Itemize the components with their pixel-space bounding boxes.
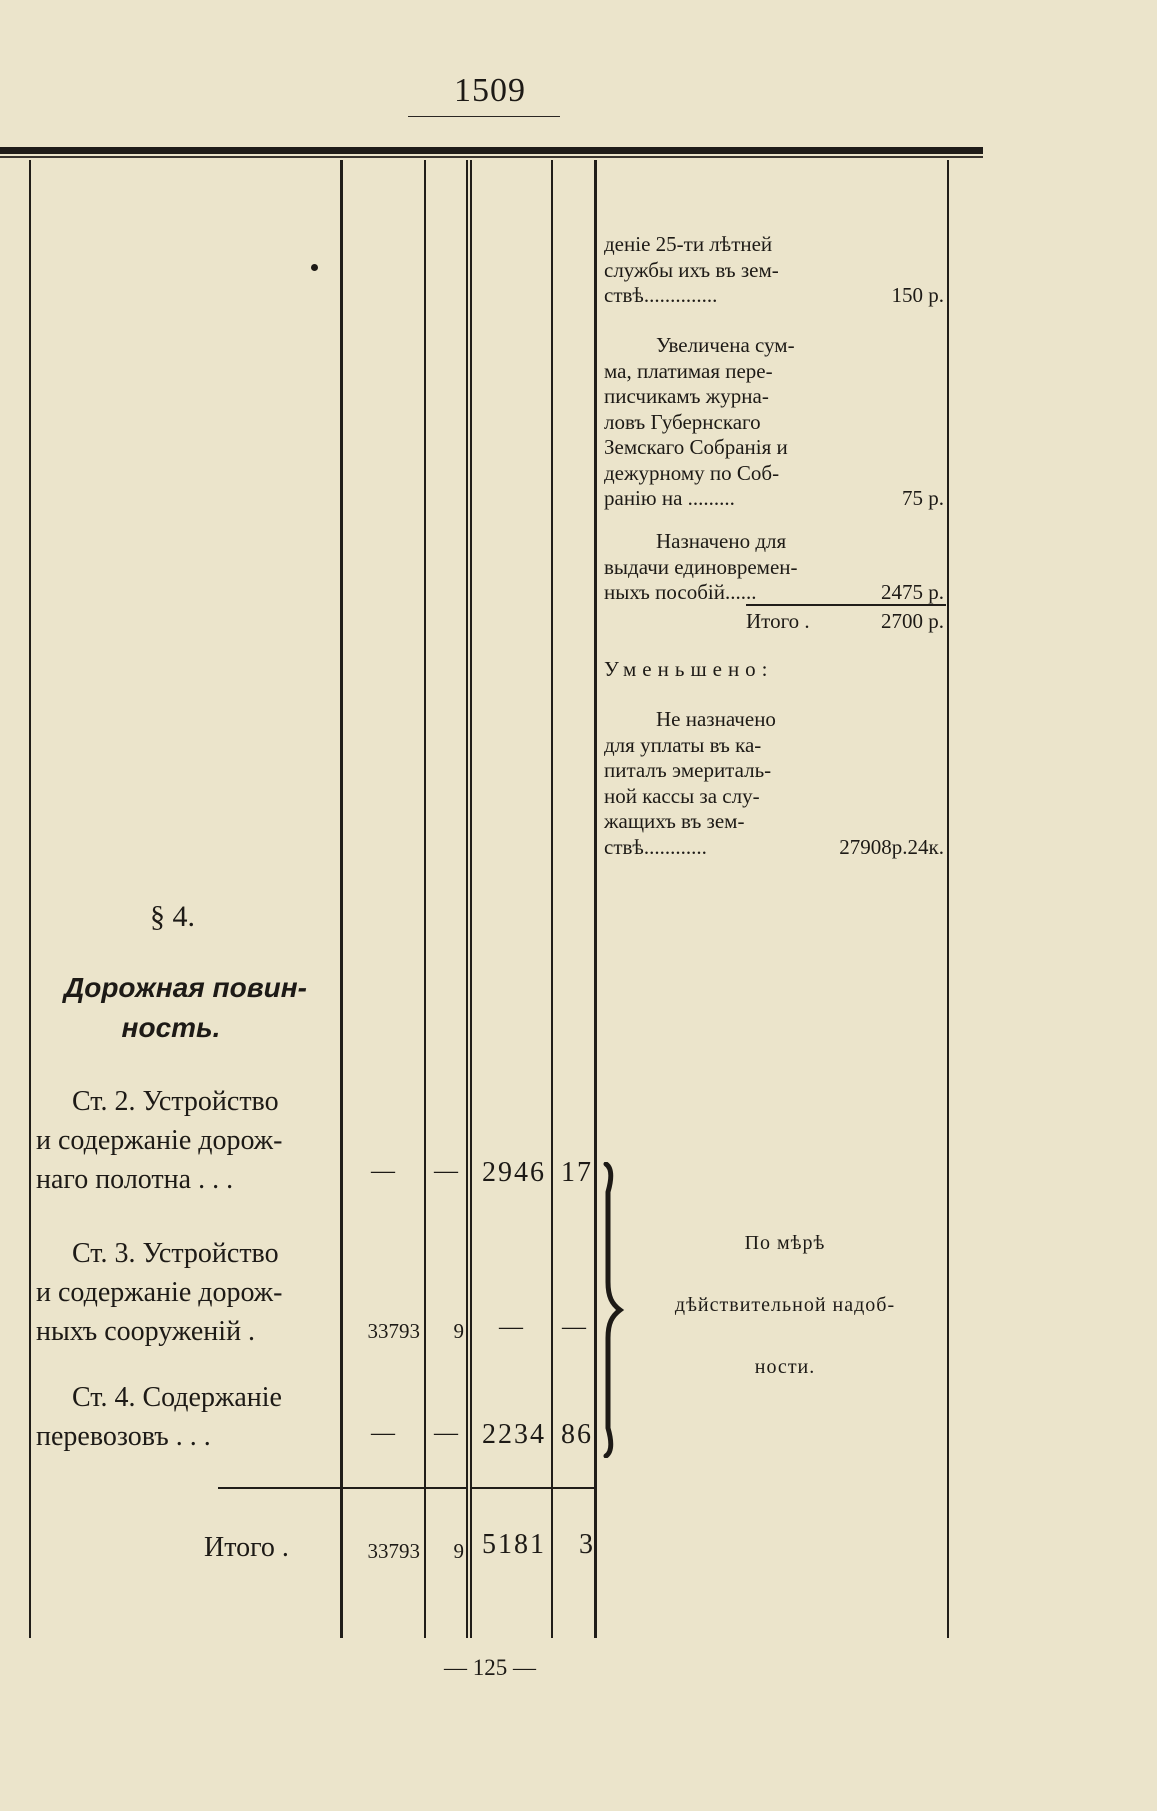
total-rule xyxy=(343,1487,424,1489)
entry-emeritus-fund xyxy=(604,707,944,860)
entry-line: выдачи единовремен- xyxy=(604,554,798,579)
article-4-col3: 2234 xyxy=(482,1419,546,1450)
total-col4: 3 xyxy=(579,1529,593,1560)
total-rule xyxy=(553,1487,594,1489)
article-2-col3: 2946 xyxy=(482,1157,546,1188)
entry-line: Не назначено xyxy=(656,707,776,731)
entry-total-line xyxy=(604,835,944,861)
decreased-heading: Уменьшено: xyxy=(604,657,774,681)
top-rule-thin xyxy=(0,156,983,158)
column-divider-3a xyxy=(466,160,468,1638)
entry-copyists xyxy=(604,333,944,512)
section-title-line: ность. xyxy=(121,1012,221,1043)
article-line: и содержаніе дорож- xyxy=(36,1277,283,1308)
article-3-col3: — xyxy=(499,1314,523,1340)
entry-pension-service xyxy=(604,232,944,309)
table-left-border xyxy=(29,160,31,1638)
brace-note-line: По мѣрѣ xyxy=(744,1232,826,1254)
article-2-col1: — xyxy=(371,1158,395,1184)
total-rule xyxy=(426,1487,466,1489)
total-label: Итого . xyxy=(204,1532,289,1563)
article-3 xyxy=(36,1234,336,1351)
entry-total-line xyxy=(604,486,944,512)
entry-line: питалъ эмериталь- xyxy=(604,758,772,782)
article-line: ныхъ сооруженій . xyxy=(36,1316,256,1347)
entry-allowances xyxy=(604,529,944,606)
article-4-col2: — xyxy=(434,1420,458,1446)
total-row xyxy=(36,1528,336,1567)
entry-line: ма, платимая пере- xyxy=(604,358,773,383)
print-dot xyxy=(311,264,318,271)
article-line: наго полотна . . . xyxy=(36,1164,234,1195)
entry-line: Земскаго Собранія и xyxy=(604,435,788,459)
column-divider-4 xyxy=(551,160,553,1638)
entry-total-line xyxy=(604,580,944,606)
article-3-col4: — xyxy=(562,1314,586,1340)
total-amount: 2700 р. xyxy=(881,609,944,633)
column-divider-3b xyxy=(470,160,472,1638)
entry-label: ствѣ............ xyxy=(604,834,707,859)
sum-rule xyxy=(746,604,946,606)
article-3-col1: 33793 xyxy=(367,1319,420,1343)
entry-line: Увеличена сум- xyxy=(656,333,795,357)
increase-total xyxy=(746,609,944,635)
entry-amount: 75 р. xyxy=(902,486,944,510)
article-4-col1: — xyxy=(371,1420,395,1446)
total-col2: 9 xyxy=(453,1539,464,1563)
entry-line: для уплаты въ ка- xyxy=(604,732,762,757)
page-number: 1509 xyxy=(454,72,526,109)
article-line: перевозовъ . . . xyxy=(36,1421,211,1452)
entry-line: ной кассы за слу- xyxy=(604,783,760,808)
article-2 xyxy=(36,1082,336,1199)
brace-note-line: ности. xyxy=(754,1356,816,1378)
article-line: и содержаніе дорож- xyxy=(36,1125,283,1156)
section-number: § 4. xyxy=(150,900,195,933)
column-divider-2 xyxy=(424,160,426,1638)
section-title xyxy=(36,968,336,1048)
article-2-col2: — xyxy=(434,1158,458,1184)
entry-label: ствѣ.............. xyxy=(604,283,718,307)
entry-line: жащихъ въ зем- xyxy=(604,809,745,833)
article-4 xyxy=(36,1378,336,1456)
table-right-border xyxy=(947,160,949,1638)
article-line: Ст. 2. Устройство xyxy=(72,1086,279,1117)
section-title-line: Дорожная повин- xyxy=(64,972,307,1003)
article-line: Ст. 3. Устройство xyxy=(72,1238,279,1269)
brace-note-line: дѣйствительной надоб- xyxy=(674,1294,896,1316)
total-rule xyxy=(472,1487,551,1489)
total-col1: 33793 xyxy=(367,1539,420,1563)
entry-total-line xyxy=(604,283,944,309)
page-number-rule xyxy=(408,116,560,117)
entry-label: ныхъ пособій...... xyxy=(604,580,757,604)
total-label: Итого . xyxy=(746,609,810,633)
article-2-col4: 17 xyxy=(561,1157,593,1188)
entry-amount: 150 р. xyxy=(891,283,944,307)
entry-line: службы ихъ въ зем- xyxy=(604,257,779,282)
entry-amount: 2475 р. xyxy=(881,580,944,604)
entry-line: писчикамъ журна- xyxy=(604,384,769,408)
entry-line: Назначено для xyxy=(656,529,787,553)
top-rule xyxy=(0,147,983,154)
column-divider-1 xyxy=(340,160,343,1638)
entry-line: ловъ Губернскаго xyxy=(604,409,761,434)
entry-line: дежурному по Соб- xyxy=(604,460,780,485)
article-line: Ст. 4. Содержаніе xyxy=(72,1382,282,1413)
article-4-col4: 86 xyxy=(561,1419,593,1450)
article-3-col2: 9 xyxy=(453,1319,464,1343)
entry-line: деніе 25-ти лѣтней xyxy=(604,232,773,256)
page-footer: — 125 — xyxy=(444,1655,536,1680)
entry-amount: 27908р.24к. xyxy=(839,834,944,859)
total-rule xyxy=(218,1487,340,1489)
entry-label: ранію на ......... xyxy=(604,486,735,510)
total-col3: 5181 xyxy=(482,1529,546,1560)
